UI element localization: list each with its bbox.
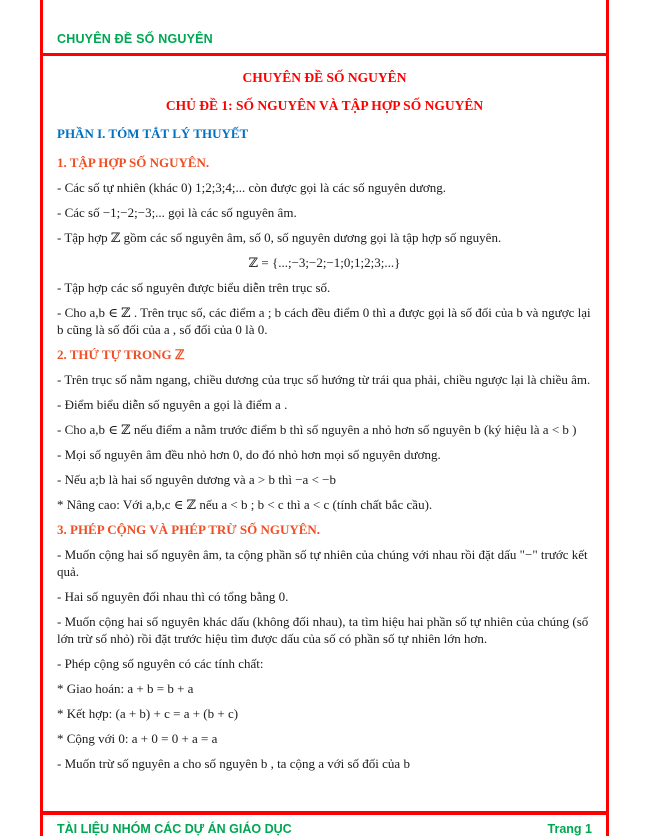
paragraph: - Cho a,b ∈ ℤ . Trên trục số, các điểm a ; b cách đều điểm 0 thì a được gọi là số đối của b và ngược lại b cũng là số đối của a , số đối của 0 là 0. <box>57 305 591 337</box>
section-2-heading: 2. THỨ TỰ TRONG ℤ <box>57 347 185 362</box>
page-footer <box>43 811 606 836</box>
paragraph: - Các số tự nhiên (khác 0) 1;2;3;4;... còn được gọi là các số nguyên dương. <box>57 180 447 195</box>
header-title: CHUYÊN ĐỀ SỐ NGUYÊN <box>57 32 213 46</box>
section-1-heading: 1. TẬP HỢP SỐ NGUYÊN. <box>57 155 210 170</box>
paragraph: - Phép cộng số nguyên có các tính chất: <box>57 656 264 671</box>
paragraph: - Cho a,b ∈ ℤ nếu điểm a nằm trước điểm b thì số nguyên a nhỏ hơn số nguyên b (ký hiệu là a < b ) <box>57 422 577 437</box>
footer-left-text: TÀI LIỆU NHÓM CÁC DỰ ÁN GIÁO DỤC <box>57 822 292 836</box>
paragraph: - Tập hợp ℤ gồm các số nguyên âm, số 0, số nguyên dương gọi là tập hợp số nguyên. <box>57 230 502 245</box>
doc-subtitle: CHỦ ĐỀ 1: SỐ NGUYÊN VÀ TẬP HỢP SỐ NGUYÊN <box>165 98 484 113</box>
section-3-heading: 3. PHÉP CỘNG VÀ PHÉP TRỪ SỐ NGUYÊN. <box>57 522 321 537</box>
paragraph: - Muốn trừ số nguyên a cho số nguyên b , ta cộng a với số đối của b <box>57 756 410 771</box>
paragraph: - Muốn cộng hai số nguyên âm, ta cộng phần số tự nhiên của chúng với nhau rồi đặt dấu "−" trước kết quả. <box>57 547 588 579</box>
paragraph: * Kết hợp: (a + b) + c = a + (b + c) <box>57 706 239 721</box>
doc-title: CHUYÊN ĐỀ SỐ NGUYÊN <box>242 70 407 85</box>
page-header <box>43 0 606 56</box>
paragraph: - Nếu a;b là hai số nguyên dương và a > b thì −a < −b <box>57 472 336 487</box>
paragraph: - Điểm biểu diễn số nguyên a gọi là điểm a . <box>57 397 288 412</box>
paragraph: - Mọi số nguyên âm đều nhỏ hơn 0, do đó nhỏ hơn mọi số nguyên dương. <box>57 447 441 462</box>
paragraph: - Trên trục số nằm ngang, chiều dương của trục số hướng từ trái qua phải, chiều ngược lại là chiều âm. <box>57 372 591 387</box>
paragraph: * Nâng cao: Với a,b,c ∈ ℤ nếu a < b ; b < c thì a < c (tính chất bắc cầu). <box>57 497 433 512</box>
part-heading: PHẦN I. TÓM TẮT LÝ THUYẾT <box>57 126 249 141</box>
paragraph: - Muốn cộng hai số nguyên khác dấu (không đối nhau), ta tìm hiệu hai phần số tự nhiên của chúng (số lớn trừ số nhỏ) rồi đặt trước hiệu tìm được dấu của số có phần số tự nhiên lớn hơn. <box>57 614 589 646</box>
paragraph: * Cộng với 0: a + 0 = 0 + a = a <box>57 731 218 746</box>
page-border-right-line <box>606 0 609 836</box>
paragraph: - Các số −1;−2;−3;... gọi là các số nguyên âm. <box>57 205 297 220</box>
page-inner <box>43 0 606 836</box>
footer-page-number: Trang 1 <box>547 822 592 836</box>
document-body <box>43 56 606 811</box>
equation-integer-set: ℤ = {...;−3;−2;−1;0;1;2;3;...} <box>248 255 401 270</box>
paragraph: - Tập hợp các số nguyên được biểu diễn trên trục số. <box>57 280 331 295</box>
paragraph: * Giao hoán: a + b = b + a <box>57 681 194 696</box>
paragraph: - Hai số nguyên đối nhau thì có tổng bằng 0. <box>57 589 289 604</box>
